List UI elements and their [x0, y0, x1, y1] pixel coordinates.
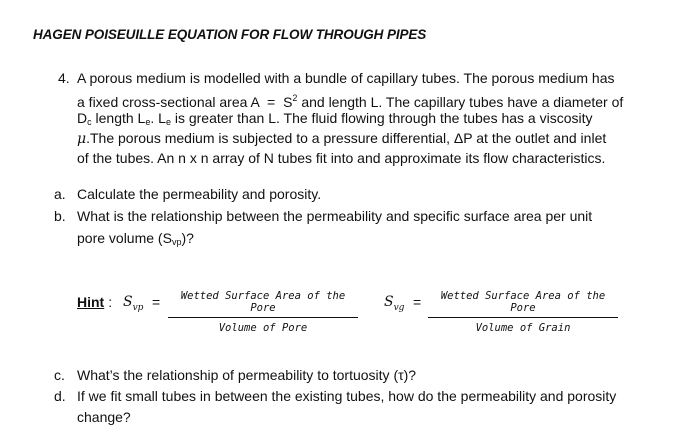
subquestion-b-line-2-a: pore volume (S	[77, 230, 172, 246]
subquestion-a-text: Calculate the permeability and porosity.	[77, 186, 322, 202]
equals-sign: =	[267, 94, 276, 110]
subquestion-b-line-2	[77, 228, 194, 252]
subquestion-b-line-2-b: )?	[181, 230, 194, 246]
svg-fraction	[428, 290, 618, 334]
svg-sub: vg	[393, 302, 405, 313]
subquestion-c-label: c.	[54, 367, 65, 383]
viscosity-symbol: μ	[77, 131, 87, 147]
area-exponent: 2	[292, 93, 298, 103]
document-title: HAGEN POISEUILLE EQUATION FOR FLOW THROUGH PIPES	[33, 27, 427, 42]
svp-fraction	[168, 290, 358, 334]
svp-s: S	[123, 294, 133, 310]
question-line-1: A porous medium is modelled with a bundle of capillary tubes. The porous medium has	[77, 70, 615, 86]
hint-colon: :	[108, 294, 113, 310]
subquestion-d-label: d.	[54, 388, 66, 404]
question-line-3-rest: is greater than L. The fluid flowing through the tubes has a viscosity	[170, 110, 593, 126]
svp-sub: vp	[132, 302, 144, 313]
svp-symbol	[123, 294, 143, 313]
diameter-subscript: c	[87, 117, 92, 127]
diameter-symbol: D	[77, 110, 88, 126]
svp-subscript-text: vp	[171, 237, 182, 247]
length-subscript-2: e	[165, 117, 171, 127]
subquestion-b-label: b.	[54, 208, 66, 224]
subquestion-d-line-1: If we fit small tubes in between the existing tubes, how do the permeability and porosity	[77, 388, 617, 404]
subquestion-c-text: What’s the relationship of permeability to tortuosity (τ)?	[77, 367, 417, 383]
question-line-3-mid1: length L	[91, 110, 146, 126]
svp-fraction-numerator: Wetted Surface Area of the Pore	[180, 290, 346, 314]
svg-fraction-numerator: Wetted Surface Area of the Pore	[440, 290, 606, 314]
svp-fraction-denominator: Volume of Pore	[218, 322, 308, 334]
svg-equals: =	[413, 294, 422, 310]
question-line-5: of the tubes. An n x n array of N tubes fit into and approximate its flow characteristics.	[77, 150, 606, 166]
length-subscript-1: e	[145, 117, 151, 127]
hint-label: Hint	[77, 294, 105, 310]
question-number: 4.	[58, 70, 70, 86]
subquestion-d-line-2: change?	[77, 409, 131, 425]
question-line-4	[77, 128, 606, 149]
subquestion-a-label: a.	[54, 186, 66, 202]
area-symbol: S	[283, 94, 293, 110]
subquestion-b-line-1: What is the relationship between the permeability and specific surface area per unit	[77, 208, 593, 224]
hint-label-group	[77, 294, 112, 310]
svp-equals: =	[152, 294, 161, 310]
svg-s: S	[384, 294, 394, 310]
question-line-2-a: a fixed cross-sectional area A	[77, 94, 260, 110]
svg-symbol	[384, 294, 404, 313]
svg-fraction-denominator: Volume of Grain	[475, 322, 571, 334]
question-line-4-rest: .The porous medium is subjected to a pressure differential, ΔP at the outlet and inlet	[86, 130, 607, 146]
question-line-3-mid2: . L	[150, 110, 166, 126]
question-line-2-b: and length L. The capillary tubes have a diameter of	[297, 94, 624, 110]
